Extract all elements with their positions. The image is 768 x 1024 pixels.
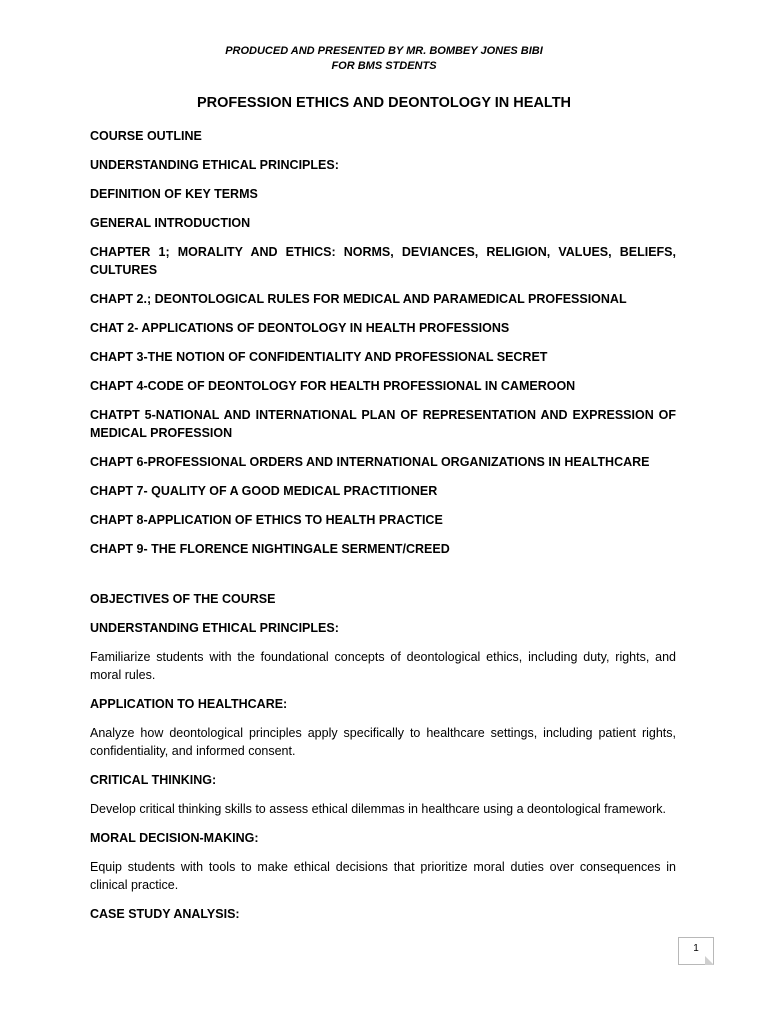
outline-item: GENERAL INTRODUCTION	[90, 216, 251, 230]
page-number-box	[678, 937, 714, 965]
outline-item: CHAT 2- APPLICATIONS OF DEONTOLOGY IN HEALTH PROFESSIONS	[90, 321, 510, 335]
outline-item: CHAPT 6-PROFESSIONAL ORDERS AND INTERNATIONAL ORGANIZATIONS IN HEALTHCARE	[90, 455, 650, 469]
outline-item: DEFINITION OF KEY TERMS	[90, 187, 258, 201]
objective-heading: CASE STUDY ANALYSIS:	[90, 907, 240, 921]
outline-item: CHAPTER 1; MORALITY AND ETHICS: NORMS, DEVIANCES, RELIGION, VALUES, BELIEFS, CULTURES	[90, 245, 676, 277]
objective-text: Equip students with tools to make ethical decisions that prioritize moral duties over consequences in clinical practice.	[90, 860, 676, 892]
objective-text: Develop critical thinking skills to assess ethical dilemmas in healthcare using a deontological framework.	[90, 802, 666, 816]
objective-text: Analyze how deontological principles apply specifically to healthcare settings, including patient rights, confidentiality, and informed consent.	[90, 726, 676, 758]
outline-item: CHAPT 8-APPLICATION OF ETHICS TO HEALTH PRACTICE	[90, 513, 443, 527]
outline-item: COURSE OUTLINE	[90, 129, 202, 143]
outline-item: CHAPT 9- THE FLORENCE NIGHTINGALE SERMENT/CREED	[90, 542, 450, 556]
section-spacer	[90, 569, 676, 590]
header-author-line: PRODUCED AND PRESENTED BY MR. BOMBEY JONES BIBI	[225, 45, 543, 57]
page-fold-corner	[705, 956, 714, 965]
objective-text: Familiarize students with the foundational concepts of deontological ethics, including duty, rights, and moral rules.	[90, 650, 676, 682]
objective-heading: APPLICATION TO HEALTHCARE:	[90, 697, 288, 711]
outline-item: CHAPT 7- QUALITY OF A GOOD MEDICAL PRACTITIONER	[90, 484, 438, 498]
objective-heading: UNDERSTANDING ETHICAL PRINCIPLES:	[90, 621, 339, 635]
page-number: 1	[693, 943, 699, 954]
header-audience-line: FOR BMS STDENTS	[331, 60, 437, 72]
document-title: PROFESSION ETHICS AND DEONTOLOGY IN HEALTH	[196, 95, 572, 111]
objectives-heading: OBJECTIVES OF THE COURSE	[90, 592, 276, 606]
outline-item: CHAPT 4-CODE OF DEONTOLOGY FOR HEALTH PROFESSIONAL IN CAMEROON	[90, 379, 576, 393]
objective-heading: CRITICAL THINKING:	[90, 773, 217, 787]
page-header	[0, 44, 768, 74]
document-body	[90, 127, 676, 934]
outline-item: UNDERSTANDING ETHICAL PRINCIPLES:	[90, 158, 339, 172]
objective-heading: MORAL DECISION-MAKING:	[90, 831, 259, 845]
outline-item: CHATPT 5-NATIONAL AND INTERNATIONAL PLAN OF REPRESENTATION AND EXPRESSION OF MEDICAL PROFESSION	[90, 408, 676, 440]
outline-item: CHAPT 3-THE NOTION OF CONFIDENTIALITY AND PROFESSIONAL SECRET	[90, 350, 548, 364]
outline-item: CHAPT 2.; DEONTOLOGICAL RULES FOR MEDICAL AND PARAMEDICAL PROFESSIONAL	[90, 292, 627, 306]
